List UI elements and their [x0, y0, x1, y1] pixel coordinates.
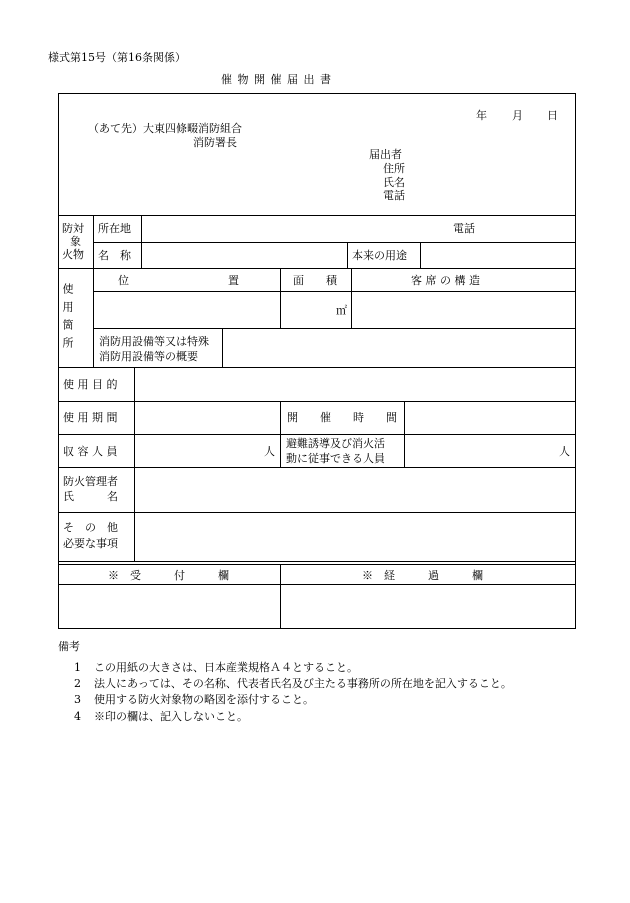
- area-header: 面 積: [293, 274, 337, 287]
- note-text: 法人にあっては、その名称、代表者氏名及び主たる事務所の所在地を記入すること。: [94, 677, 512, 690]
- border-bottom: [58, 628, 575, 629]
- rule-stamp-header: [58, 584, 575, 585]
- other-label-line1: そ の 他: [63, 521, 118, 534]
- notifier-address: 住所: [383, 162, 405, 175]
- original-use-label: 本来の用途: [352, 249, 407, 262]
- rule-area-col-2: [351, 268, 352, 329]
- fire-manager-label-line2: 氏 名: [63, 490, 118, 503]
- rule-mid-col-2: [404, 401, 405, 468]
- rule-use-col-2: [420, 242, 421, 269]
- rule-other-bottom-2: [58, 564, 575, 565]
- note-number: 3: [74, 693, 81, 706]
- border-top: [58, 93, 575, 94]
- capacity-label: 収 容 人 員: [63, 445, 118, 458]
- target-label-line2: 象: [70, 235, 81, 248]
- rule-stamp-col: [280, 564, 281, 629]
- rule-period-bottom: [58, 434, 575, 435]
- rule-manager-bottom: [58, 512, 575, 513]
- target-label-line3: 火物: [62, 248, 84, 261]
- border-right: [575, 93, 576, 629]
- capacity-unit: 人: [264, 445, 275, 458]
- note-number: 1: [74, 661, 81, 674]
- rule-target-col: [141, 215, 142, 269]
- evacuation-label-line2: 動に従事できる人員: [286, 452, 385, 465]
- date-day: 日: [547, 109, 558, 122]
- note-number: 4: [74, 710, 81, 723]
- evacuation-label-line1: 避難誘導及び消火活: [286, 437, 385, 450]
- rule-label-col: [93, 215, 94, 368]
- note-text: この用紙の大きさは、日本産業規格Ａ４とすること。: [94, 661, 358, 674]
- form-number: 様式第15号（第16条関係）: [48, 51, 186, 64]
- equipment-label-line2: 消防用設備等の概要: [99, 350, 198, 363]
- location-label: 所在地: [98, 222, 131, 235]
- seating-header: 客 席 の 構 造: [411, 274, 480, 287]
- rule-capacity-bottom: [58, 467, 575, 468]
- rule-usage-header: [93, 291, 575, 292]
- notifier-label: 届出者: [369, 148, 402, 161]
- page-title: 催 物 開 催 届 出 書: [221, 73, 332, 86]
- border-left: [58, 93, 59, 629]
- position-header: 位 置: [118, 274, 239, 287]
- note-text: ※印の欄は、記入しないこと。: [94, 710, 248, 723]
- rule-area-col-1: [280, 268, 281, 329]
- notes-heading: 備考: [58, 640, 80, 653]
- notifier-phone: 電話: [383, 189, 405, 202]
- reception-label: ※ 受 付 欄: [108, 569, 229, 582]
- rule-usage-bottom: [58, 367, 575, 368]
- other-label-line2: 必要な事項: [63, 537, 118, 550]
- rule-item-label-col: [134, 367, 135, 562]
- rule-usage-row: [93, 328, 575, 329]
- date-year: 年: [476, 109, 487, 122]
- target-label-line1: 防対: [62, 222, 84, 235]
- equipment-label-line1: 消防用設備等又は特殊: [99, 335, 209, 348]
- purpose-label: 使 用 目 的: [63, 378, 118, 391]
- hours-label: 開 催 時 間: [287, 411, 397, 424]
- area-unit: ㎡: [336, 304, 347, 317]
- rule-purpose-bottom: [58, 401, 575, 402]
- name-label: 名 称: [98, 249, 131, 262]
- addressee: （あて先）大東四條畷消防組合: [88, 122, 242, 135]
- note-number: 2: [74, 677, 81, 690]
- evacuation-unit: 人: [559, 445, 570, 458]
- note-text: 使用する防火対象物の略図を添付すること。: [94, 693, 314, 706]
- rule-header-bottom: [58, 215, 575, 216]
- notifier-name: 氏名: [383, 176, 405, 189]
- addressee-title: 消防署長: [193, 136, 237, 149]
- date-month: 月: [512, 109, 523, 122]
- fire-manager-label-line1: 防火管理者: [63, 475, 118, 488]
- rule-target-bottom: [58, 268, 575, 269]
- usage-area-label: 使用箇所: [61, 283, 74, 355]
- rule-equipment-col: [222, 328, 223, 368]
- rule-location-bottom: [93, 242, 575, 243]
- phone-label: 電話: [453, 222, 475, 235]
- rule-other-bottom-1: [58, 561, 575, 562]
- period-label: 使 用 期 間: [63, 411, 118, 424]
- rule-use-col-1: [347, 242, 348, 269]
- progress-label: ※ 経 過 欄: [362, 569, 483, 582]
- rule-mid-col-1: [280, 401, 281, 468]
